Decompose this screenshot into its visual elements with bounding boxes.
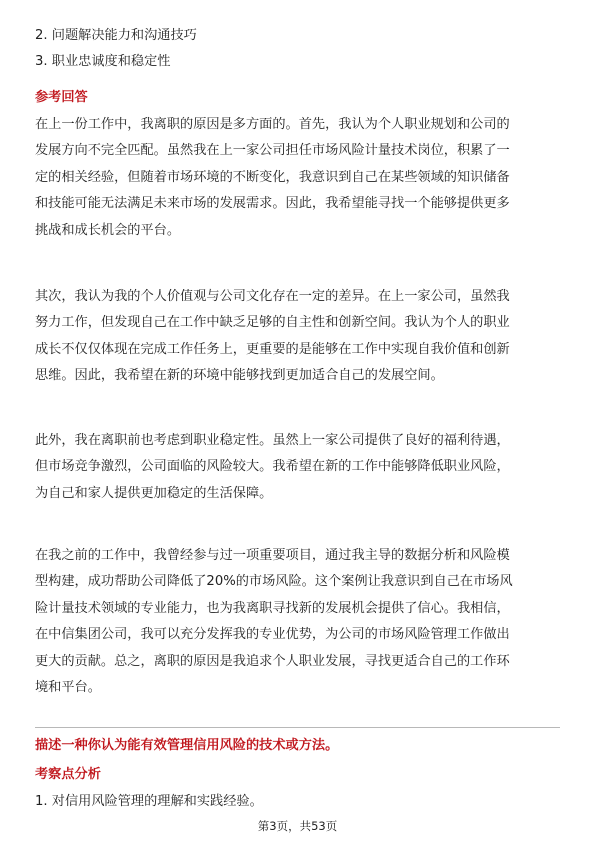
paragraph-line: 更大的贡献。总之，离职的原因是我追求个人职业发展，寻找更适合自己的工作环 — [35, 653, 510, 669]
answer-paragraph-3 — [35, 428, 560, 507]
paragraph-line: 努力工作，但发现自己在工作中缺乏足够的自主性和创新空间。我认为个人的职业 — [35, 315, 510, 331]
analysis-heading: 考察点分析 — [35, 767, 101, 782]
section-divider — [35, 727, 560, 728]
paragraph-line: 境和平台。 — [35, 680, 101, 696]
paragraph-line: 和技能可能无法满足未来市场的发展需求。因此，我希望能寻找一个能够提供更多 — [35, 196, 510, 212]
question-point-2: 2. 问题解决能力和沟通技巧 — [35, 28, 197, 43]
answer-heading: 参考回答 — [35, 90, 88, 105]
paragraph-line: 其次，我认为我的个人价值观与公司文化存在一定的差异。在上一家公司，虽然我 — [35, 289, 510, 304]
question-point-3: 3. 职业忠诚度和稳定性 — [35, 54, 171, 69]
paragraph-line: 为自己和家人提供更加稳定的生活保障。 — [35, 485, 273, 501]
answer-paragraph-4 — [35, 543, 560, 701]
analysis-point-1: 1. 对信用风险管理的理解和实践经验。 — [35, 794, 263, 809]
paragraph-line: 在上一份工作中，我离职的原因是多方面的。首先，我认为个人职业规划和公司的 — [35, 117, 510, 132]
paragraph-line: 在中信集团公司，我可以充分发挥我的专业优势，为公司的市场风险管理工作做出 — [35, 627, 510, 643]
paragraph-line: 型构建，成功帮助公司降低了20%的市场风险。这个案例让我意识到自己在市场风 — [35, 574, 513, 590]
paragraph-line: 挑战和成长机会的平台。 — [35, 222, 181, 238]
answer-paragraph-2 — [35, 284, 560, 390]
paragraph-line: 险计量技术领域的专业能力，也为我离职寻找新的发展机会提供了信心。我相信， — [35, 600, 510, 616]
paragraph-line: 但市场竞争激烈，公司面临的风险较大。我希望在新的工作中能够降低职业风险， — [35, 459, 510, 475]
paragraph-line: 发展方向不完全匹配。虽然我在上一家公司担任市场风险计量技术岗位，积累了一 — [35, 143, 510, 159]
paragraph-line: 定的相关经验，但随着市场环境的不断变化，我意识到自己在某些领域的知识储备 — [35, 169, 510, 185]
paragraph-line: 在我之前的工作中，我曾经参与过一项重要项目，通过我主导的数据分析和风险模 — [35, 548, 510, 563]
paragraph-line: 此外，我在离职前也考虑到职业稳定性。虽然上一家公司提供了良好的福利待遇， — [35, 433, 510, 448]
paragraph-line: 成长不仅仅体现在完成工作任务上，更重要的是能够在工作中实现自我价值和创新 — [35, 341, 510, 357]
page-number-footer: 第3页，共53页 — [257, 819, 338, 833]
answer-paragraph-1 — [35, 112, 560, 244]
next-question-title: 描述一种你认为能有效管理信用风险的技术或方法。 — [35, 738, 339, 753]
paragraph-line: 思维。因此，我希望在新的环境中能够找到更加适合自己的发展空间。 — [35, 368, 444, 384]
